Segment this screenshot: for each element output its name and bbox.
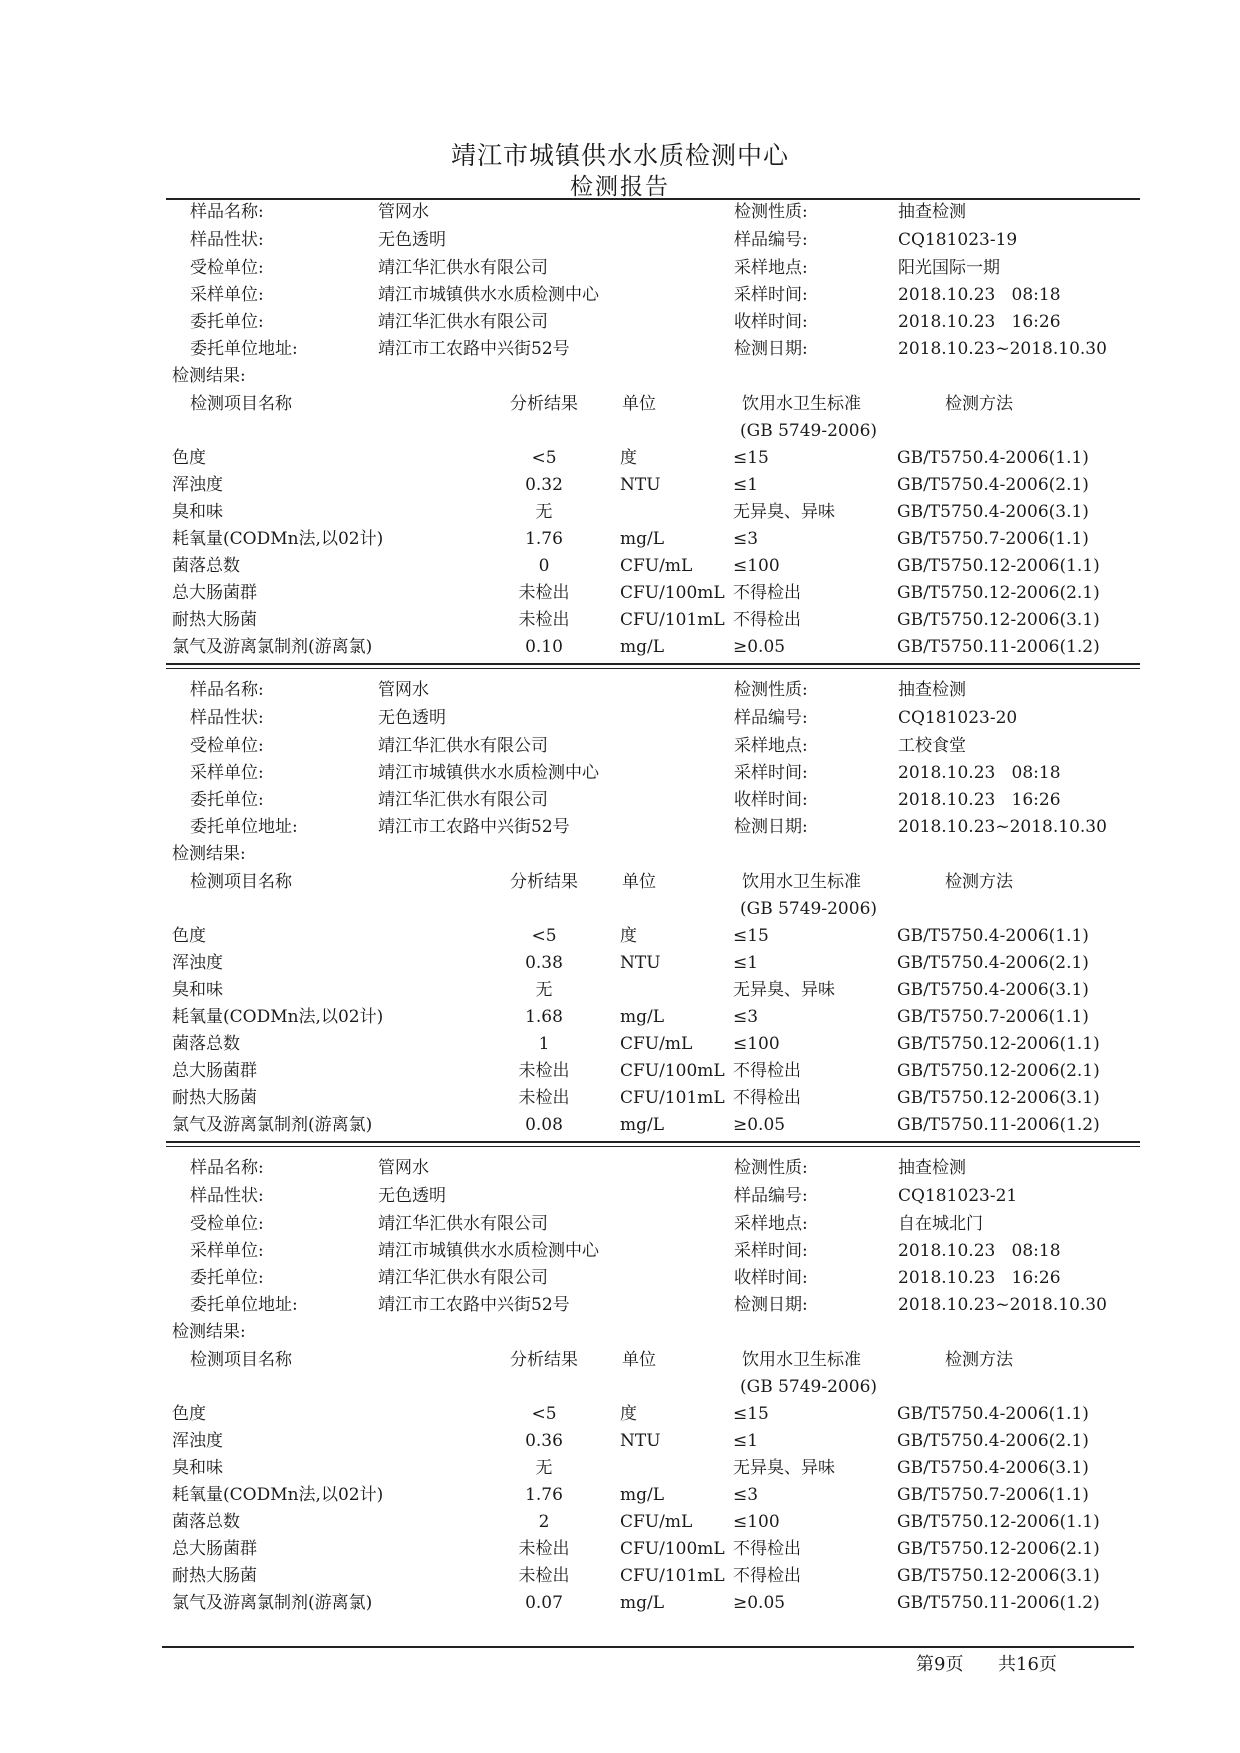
item-unit: mg/L bbox=[620, 637, 665, 657]
client-address-label: 委托单位地址: bbox=[190, 1295, 298, 1315]
col-standard-header: 饮用水卫生标准 bbox=[742, 394, 861, 414]
item-unit: mg/L bbox=[620, 1115, 665, 1135]
sample-name-value: 管网水 bbox=[378, 680, 429, 700]
item-result: <5 bbox=[531, 448, 557, 468]
item-standard: 无异臭、异味 bbox=[733, 980, 835, 1000]
sampling-site-value: 工校食堂 bbox=[898, 736, 966, 756]
sampling-unit-label: 采样单位: bbox=[190, 1241, 264, 1261]
item-method: GB/T5750.12-2006(2.1) bbox=[897, 1539, 1100, 1559]
page-number: 第9页 bbox=[916, 1654, 964, 1675]
item-result: 无 bbox=[535, 980, 553, 1000]
item-name: 耐热大肠菌 bbox=[172, 610, 257, 630]
item-name: 臭和味 bbox=[172, 502, 223, 522]
sampling-site-label: 采样地点: bbox=[734, 736, 808, 756]
receive-time-value: 2018.10.23 16:26 bbox=[898, 1268, 1061, 1288]
item-result: 0.10 bbox=[525, 637, 563, 657]
section-divider bbox=[166, 663, 1140, 665]
item-method: GB/T5750.12-2006(3.1) bbox=[897, 610, 1100, 630]
sampling-site-value: 阳光国际一期 bbox=[898, 258, 1000, 278]
item-method: GB/T5750.4-2006(2.1) bbox=[897, 1431, 1089, 1451]
item-name: 色度 bbox=[172, 926, 206, 946]
item-result: 1 bbox=[538, 1034, 550, 1054]
inspected-unit-value: 靖江华汇供水有限公司 bbox=[378, 736, 548, 756]
item-method: GB/T5750.4-2006(3.1) bbox=[897, 1458, 1089, 1478]
item-method: GB/T5750.4-2006(1.1) bbox=[897, 926, 1089, 946]
test-nature-value: 抽查检测 bbox=[898, 680, 966, 700]
client-unit-label: 委托单位: bbox=[190, 1268, 264, 1288]
client-address-label: 委托单位地址: bbox=[190, 817, 298, 837]
item-result: 0.07 bbox=[525, 1593, 563, 1613]
item-unit: NTU bbox=[620, 475, 661, 495]
item-name: 氯气及游离氯制剂(游离氯) bbox=[172, 1593, 373, 1613]
test-date-value: 2018.10.23~2018.10.30 bbox=[898, 339, 1107, 359]
test-nature-label: 检测性质: bbox=[734, 680, 808, 700]
item-result: 未检出 bbox=[518, 1566, 570, 1586]
item-name: 总大肠菌群 bbox=[172, 583, 257, 603]
sample-state-value: 无色透明 bbox=[378, 1186, 446, 1206]
item-standard: 不得检出 bbox=[733, 1566, 801, 1586]
item-name: 氯气及游离氯制剂(游离氯) bbox=[172, 637, 373, 657]
item-name: 氯气及游离氯制剂(游离氯) bbox=[172, 1115, 373, 1135]
item-method: GB/T5750.11-2006(1.2) bbox=[897, 1115, 1100, 1135]
item-unit: NTU bbox=[620, 1431, 661, 1451]
section-divider bbox=[166, 668, 1140, 669]
item-method: GB/T5750.12-2006(2.1) bbox=[897, 1061, 1100, 1081]
sampling-site-label: 采样地点: bbox=[734, 258, 808, 278]
top-rule bbox=[166, 198, 1140, 200]
item-method: GB/T5750.7-2006(1.1) bbox=[897, 529, 1089, 549]
item-name: 浑浊度 bbox=[172, 475, 223, 495]
col-standard-ref: (GB 5749-2006) bbox=[740, 1377, 878, 1397]
sample-block-1 bbox=[0, 202, 1240, 662]
item-name: 耗氧量(CODMn法,以02计) bbox=[172, 1485, 384, 1505]
item-standard: ≤15 bbox=[733, 926, 769, 946]
item-standard: ≤100 bbox=[733, 1512, 780, 1532]
col-standard-ref: (GB 5749-2006) bbox=[740, 421, 878, 441]
item-name: 浑浊度 bbox=[172, 953, 223, 973]
item-unit: mg/L bbox=[620, 1593, 665, 1613]
item-name: 耐热大肠菌 bbox=[172, 1088, 257, 1108]
sampling-unit-value: 靖江市城镇供水水质检测中心 bbox=[378, 285, 599, 305]
col-item-header: 检测项目名称 bbox=[190, 1350, 292, 1370]
item-result: 0.32 bbox=[525, 475, 563, 495]
item-unit: 度 bbox=[620, 926, 637, 946]
item-standard: ≥0.05 bbox=[733, 637, 786, 657]
report-org-title: 靖江市城镇供水水质检测中心 bbox=[450, 141, 789, 170]
item-standard: 不得检出 bbox=[733, 1061, 801, 1081]
inspected-unit-label: 受检单位: bbox=[190, 736, 264, 756]
item-method: GB/T5750.12-2006(1.1) bbox=[897, 1512, 1100, 1532]
sample-no-label: 样品编号: bbox=[734, 708, 808, 728]
sampling-time-value: 2018.10.23 08:18 bbox=[898, 1241, 1061, 1261]
sample-state-value: 无色透明 bbox=[378, 230, 446, 250]
item-standard: ≥0.05 bbox=[733, 1115, 786, 1135]
inspected-unit-label: 受检单位: bbox=[190, 1214, 264, 1234]
col-standard-header: 饮用水卫生标准 bbox=[742, 1350, 861, 1370]
item-unit: mg/L bbox=[620, 1485, 665, 1505]
col-item-header: 检测项目名称 bbox=[190, 872, 292, 892]
item-standard: 无异臭、异味 bbox=[733, 502, 835, 522]
item-result: 未检出 bbox=[518, 583, 570, 603]
item-method: GB/T5750.4-2006(2.1) bbox=[897, 953, 1089, 973]
client-unit-label: 委托单位: bbox=[190, 312, 264, 332]
item-unit: 度 bbox=[620, 1404, 637, 1424]
sample-state-label: 样品性状: bbox=[190, 230, 264, 250]
item-method: GB/T5750.7-2006(1.1) bbox=[897, 1007, 1089, 1027]
inspected-unit-value: 靖江华汇供水有限公司 bbox=[378, 258, 548, 278]
item-unit: CFU/100mL bbox=[620, 1539, 725, 1559]
item-result: 未检出 bbox=[518, 1088, 570, 1108]
col-method-header: 检测方法 bbox=[945, 1350, 1013, 1370]
sampling-unit-label: 采样单位: bbox=[190, 285, 264, 305]
test-nature-value: 抽查检测 bbox=[898, 1158, 966, 1178]
results-label: 检测结果: bbox=[172, 366, 246, 386]
item-result: 0.38 bbox=[525, 953, 563, 973]
item-unit: CFU/mL bbox=[620, 556, 693, 576]
test-nature-value: 抽查检测 bbox=[898, 202, 966, 222]
sample-name-value: 管网水 bbox=[378, 1158, 429, 1178]
sampling-time-label: 采样时间: bbox=[734, 763, 808, 783]
item-method: GB/T5750.12-2006(2.1) bbox=[897, 583, 1100, 603]
results-label: 检测结果: bbox=[172, 844, 246, 864]
test-date-value: 2018.10.23~2018.10.30 bbox=[898, 1295, 1107, 1315]
item-standard: 不得检出 bbox=[733, 583, 801, 603]
col-result-header: 分析结果 bbox=[510, 1350, 578, 1370]
item-result: 2 bbox=[538, 1512, 550, 1532]
item-method: GB/T5750.12-2006(1.1) bbox=[897, 556, 1100, 576]
item-method: GB/T5750.12-2006(3.1) bbox=[897, 1566, 1100, 1586]
col-unit-header: 单位 bbox=[622, 872, 656, 892]
item-result: 0.08 bbox=[525, 1115, 563, 1135]
item-method: GB/T5750.4-2006(3.1) bbox=[897, 980, 1089, 1000]
item-standard: ≥0.05 bbox=[733, 1593, 786, 1613]
item-name: 总大肠菌群 bbox=[172, 1539, 257, 1559]
sampling-site-label: 采样地点: bbox=[734, 1214, 808, 1234]
item-standard: ≤100 bbox=[733, 1034, 780, 1054]
item-standard: ≤3 bbox=[733, 1007, 759, 1027]
sample-state-label: 样品性状: bbox=[190, 1186, 264, 1206]
item-standard: ≤3 bbox=[733, 1485, 759, 1505]
col-standard-header: 饮用水卫生标准 bbox=[742, 872, 861, 892]
bottom-rule bbox=[162, 1646, 1134, 1648]
item-result: 未检出 bbox=[518, 1539, 570, 1559]
item-name: 菌落总数 bbox=[172, 1512, 240, 1532]
item-name: 臭和味 bbox=[172, 1458, 223, 1478]
item-method: GB/T5750.7-2006(1.1) bbox=[897, 1485, 1089, 1505]
item-name: 菌落总数 bbox=[172, 1034, 240, 1054]
sample-state-label: 样品性状: bbox=[190, 708, 264, 728]
col-unit-header: 单位 bbox=[622, 1350, 656, 1370]
report-title: 检测报告 bbox=[570, 174, 670, 200]
client-address-value: 靖江市工农路中兴街52号 bbox=[378, 339, 570, 359]
item-name: 耗氧量(CODMn法,以02计) bbox=[172, 1007, 384, 1027]
sample-no-label: 样品编号: bbox=[734, 230, 808, 250]
item-result: 未检出 bbox=[518, 1061, 570, 1081]
sample-no-value: CQ181023-20 bbox=[898, 708, 1018, 728]
sampling-time-label: 采样时间: bbox=[734, 285, 808, 305]
item-method: GB/T5750.4-2006(3.1) bbox=[897, 502, 1089, 522]
sampling-unit-value: 靖江市城镇供水水质检测中心 bbox=[378, 763, 599, 783]
inspected-unit-value: 靖江华汇供水有限公司 bbox=[378, 1214, 548, 1234]
col-result-header: 分析结果 bbox=[510, 394, 578, 414]
sample-no-value: CQ181023-19 bbox=[898, 230, 1018, 250]
item-unit: CFU/100mL bbox=[620, 1061, 725, 1081]
item-result: 0 bbox=[538, 556, 550, 576]
inspected-unit-label: 受检单位: bbox=[190, 258, 264, 278]
section-divider bbox=[166, 1141, 1140, 1143]
item-result: 未检出 bbox=[518, 610, 570, 630]
client-unit-value: 靖江华汇供水有限公司 bbox=[378, 312, 548, 332]
sample-name-label: 样品名称: bbox=[190, 202, 264, 222]
item-name: 色度 bbox=[172, 448, 206, 468]
item-method: GB/T5750.12-2006(3.1) bbox=[897, 1088, 1100, 1108]
receive-time-label: 收样时间: bbox=[734, 312, 808, 332]
item-standard: 无异臭、异味 bbox=[733, 1458, 835, 1478]
receive-time-value: 2018.10.23 16:26 bbox=[898, 790, 1061, 810]
item-unit: mg/L bbox=[620, 1007, 665, 1027]
sampling-time-value: 2018.10.23 08:18 bbox=[898, 763, 1061, 783]
item-result: 无 bbox=[535, 502, 553, 522]
item-standard: 不得检出 bbox=[733, 1088, 801, 1108]
test-nature-label: 检测性质: bbox=[734, 202, 808, 222]
item-method: GB/T5750.11-2006(1.2) bbox=[897, 637, 1100, 657]
item-standard: ≤1 bbox=[733, 953, 759, 973]
col-method-header: 检测方法 bbox=[945, 394, 1013, 414]
test-date-label: 检测日期: bbox=[734, 339, 808, 359]
col-method-header: 检测方法 bbox=[945, 872, 1013, 892]
item-result: 1.76 bbox=[525, 529, 563, 549]
sampling-unit-label: 采样单位: bbox=[190, 763, 264, 783]
sampling-unit-value: 靖江市城镇供水水质检测中心 bbox=[378, 1241, 599, 1261]
item-result: 1.68 bbox=[525, 1007, 563, 1027]
item-name: 总大肠菌群 bbox=[172, 1061, 257, 1081]
item-unit: CFU/101mL bbox=[620, 610, 725, 630]
item-unit: CFU/101mL bbox=[620, 1566, 725, 1586]
item-result: 0.36 bbox=[525, 1431, 563, 1451]
page-total: 共16页 bbox=[998, 1654, 1057, 1675]
item-standard: ≤15 bbox=[733, 1404, 769, 1424]
item-name: 耗氧量(CODMn法,以02计) bbox=[172, 529, 384, 549]
item-result: 无 bbox=[535, 1458, 553, 1478]
client-address-value: 靖江市工农路中兴街52号 bbox=[378, 1295, 570, 1315]
item-unit: 度 bbox=[620, 448, 637, 468]
client-address-value: 靖江市工农路中兴街52号 bbox=[378, 817, 570, 837]
item-result: <5 bbox=[531, 1404, 557, 1424]
item-unit: mg/L bbox=[620, 529, 665, 549]
item-unit: NTU bbox=[620, 953, 661, 973]
sample-no-value: CQ181023-21 bbox=[898, 1186, 1018, 1206]
item-standard: ≤100 bbox=[733, 556, 780, 576]
sample-no-label: 样品编号: bbox=[734, 1186, 808, 1206]
item-name: 色度 bbox=[172, 1404, 206, 1424]
item-name: 浑浊度 bbox=[172, 1431, 223, 1451]
sampling-time-label: 采样时间: bbox=[734, 1241, 808, 1261]
item-name: 耐热大肠菌 bbox=[172, 1566, 257, 1586]
client-address-label: 委托单位地址: bbox=[190, 339, 298, 359]
item-method: GB/T5750.4-2006(1.1) bbox=[897, 448, 1089, 468]
sample-state-value: 无色透明 bbox=[378, 708, 446, 728]
item-method: GB/T5750.4-2006(2.1) bbox=[897, 475, 1089, 495]
item-name: 臭和味 bbox=[172, 980, 223, 1000]
receive-time-label: 收样时间: bbox=[734, 1268, 808, 1288]
sample-block-2 bbox=[0, 680, 1240, 1140]
item-standard: ≤15 bbox=[733, 448, 769, 468]
client-unit-value: 靖江华汇供水有限公司 bbox=[378, 1268, 548, 1288]
item-unit: CFU/101mL bbox=[620, 1088, 725, 1108]
receive-time-value: 2018.10.23 16:26 bbox=[898, 312, 1061, 332]
col-item-header: 检测项目名称 bbox=[190, 394, 292, 414]
item-method: GB/T5750.12-2006(1.1) bbox=[897, 1034, 1100, 1054]
item-standard: 不得检出 bbox=[733, 1539, 801, 1559]
item-standard: ≤1 bbox=[733, 1431, 759, 1451]
item-unit: CFU/mL bbox=[620, 1512, 693, 1532]
item-standard: 不得检出 bbox=[733, 610, 801, 630]
test-date-label: 检测日期: bbox=[734, 817, 808, 837]
item-result: 1.76 bbox=[525, 1485, 563, 1505]
sample-name-label: 样品名称: bbox=[190, 680, 264, 700]
col-unit-header: 单位 bbox=[622, 394, 656, 414]
section-divider bbox=[166, 1146, 1140, 1147]
item-unit: CFU/mL bbox=[620, 1034, 693, 1054]
item-name: 菌落总数 bbox=[172, 556, 240, 576]
client-unit-label: 委托单位: bbox=[190, 790, 264, 810]
receive-time-label: 收样时间: bbox=[734, 790, 808, 810]
item-standard: ≤3 bbox=[733, 529, 759, 549]
item-method: GB/T5750.11-2006(1.2) bbox=[897, 1593, 1100, 1613]
sampling-site-value: 自在城北门 bbox=[898, 1214, 983, 1234]
client-unit-value: 靖江华汇供水有限公司 bbox=[378, 790, 548, 810]
results-label: 检测结果: bbox=[172, 1322, 246, 1342]
sample-name-value: 管网水 bbox=[378, 202, 429, 222]
sample-block-3 bbox=[0, 1158, 1240, 1618]
sampling-time-value: 2018.10.23 08:18 bbox=[898, 285, 1061, 305]
sample-name-label: 样品名称: bbox=[190, 1158, 264, 1178]
test-nature-label: 检测性质: bbox=[734, 1158, 808, 1178]
item-method: GB/T5750.4-2006(1.1) bbox=[897, 1404, 1089, 1424]
test-date-value: 2018.10.23~2018.10.30 bbox=[898, 817, 1107, 837]
col-standard-ref: (GB 5749-2006) bbox=[740, 899, 878, 919]
col-result-header: 分析结果 bbox=[510, 872, 578, 892]
item-standard: ≤1 bbox=[733, 475, 759, 495]
test-date-label: 检测日期: bbox=[734, 1295, 808, 1315]
item-unit: CFU/100mL bbox=[620, 583, 725, 603]
item-result: <5 bbox=[531, 926, 557, 946]
